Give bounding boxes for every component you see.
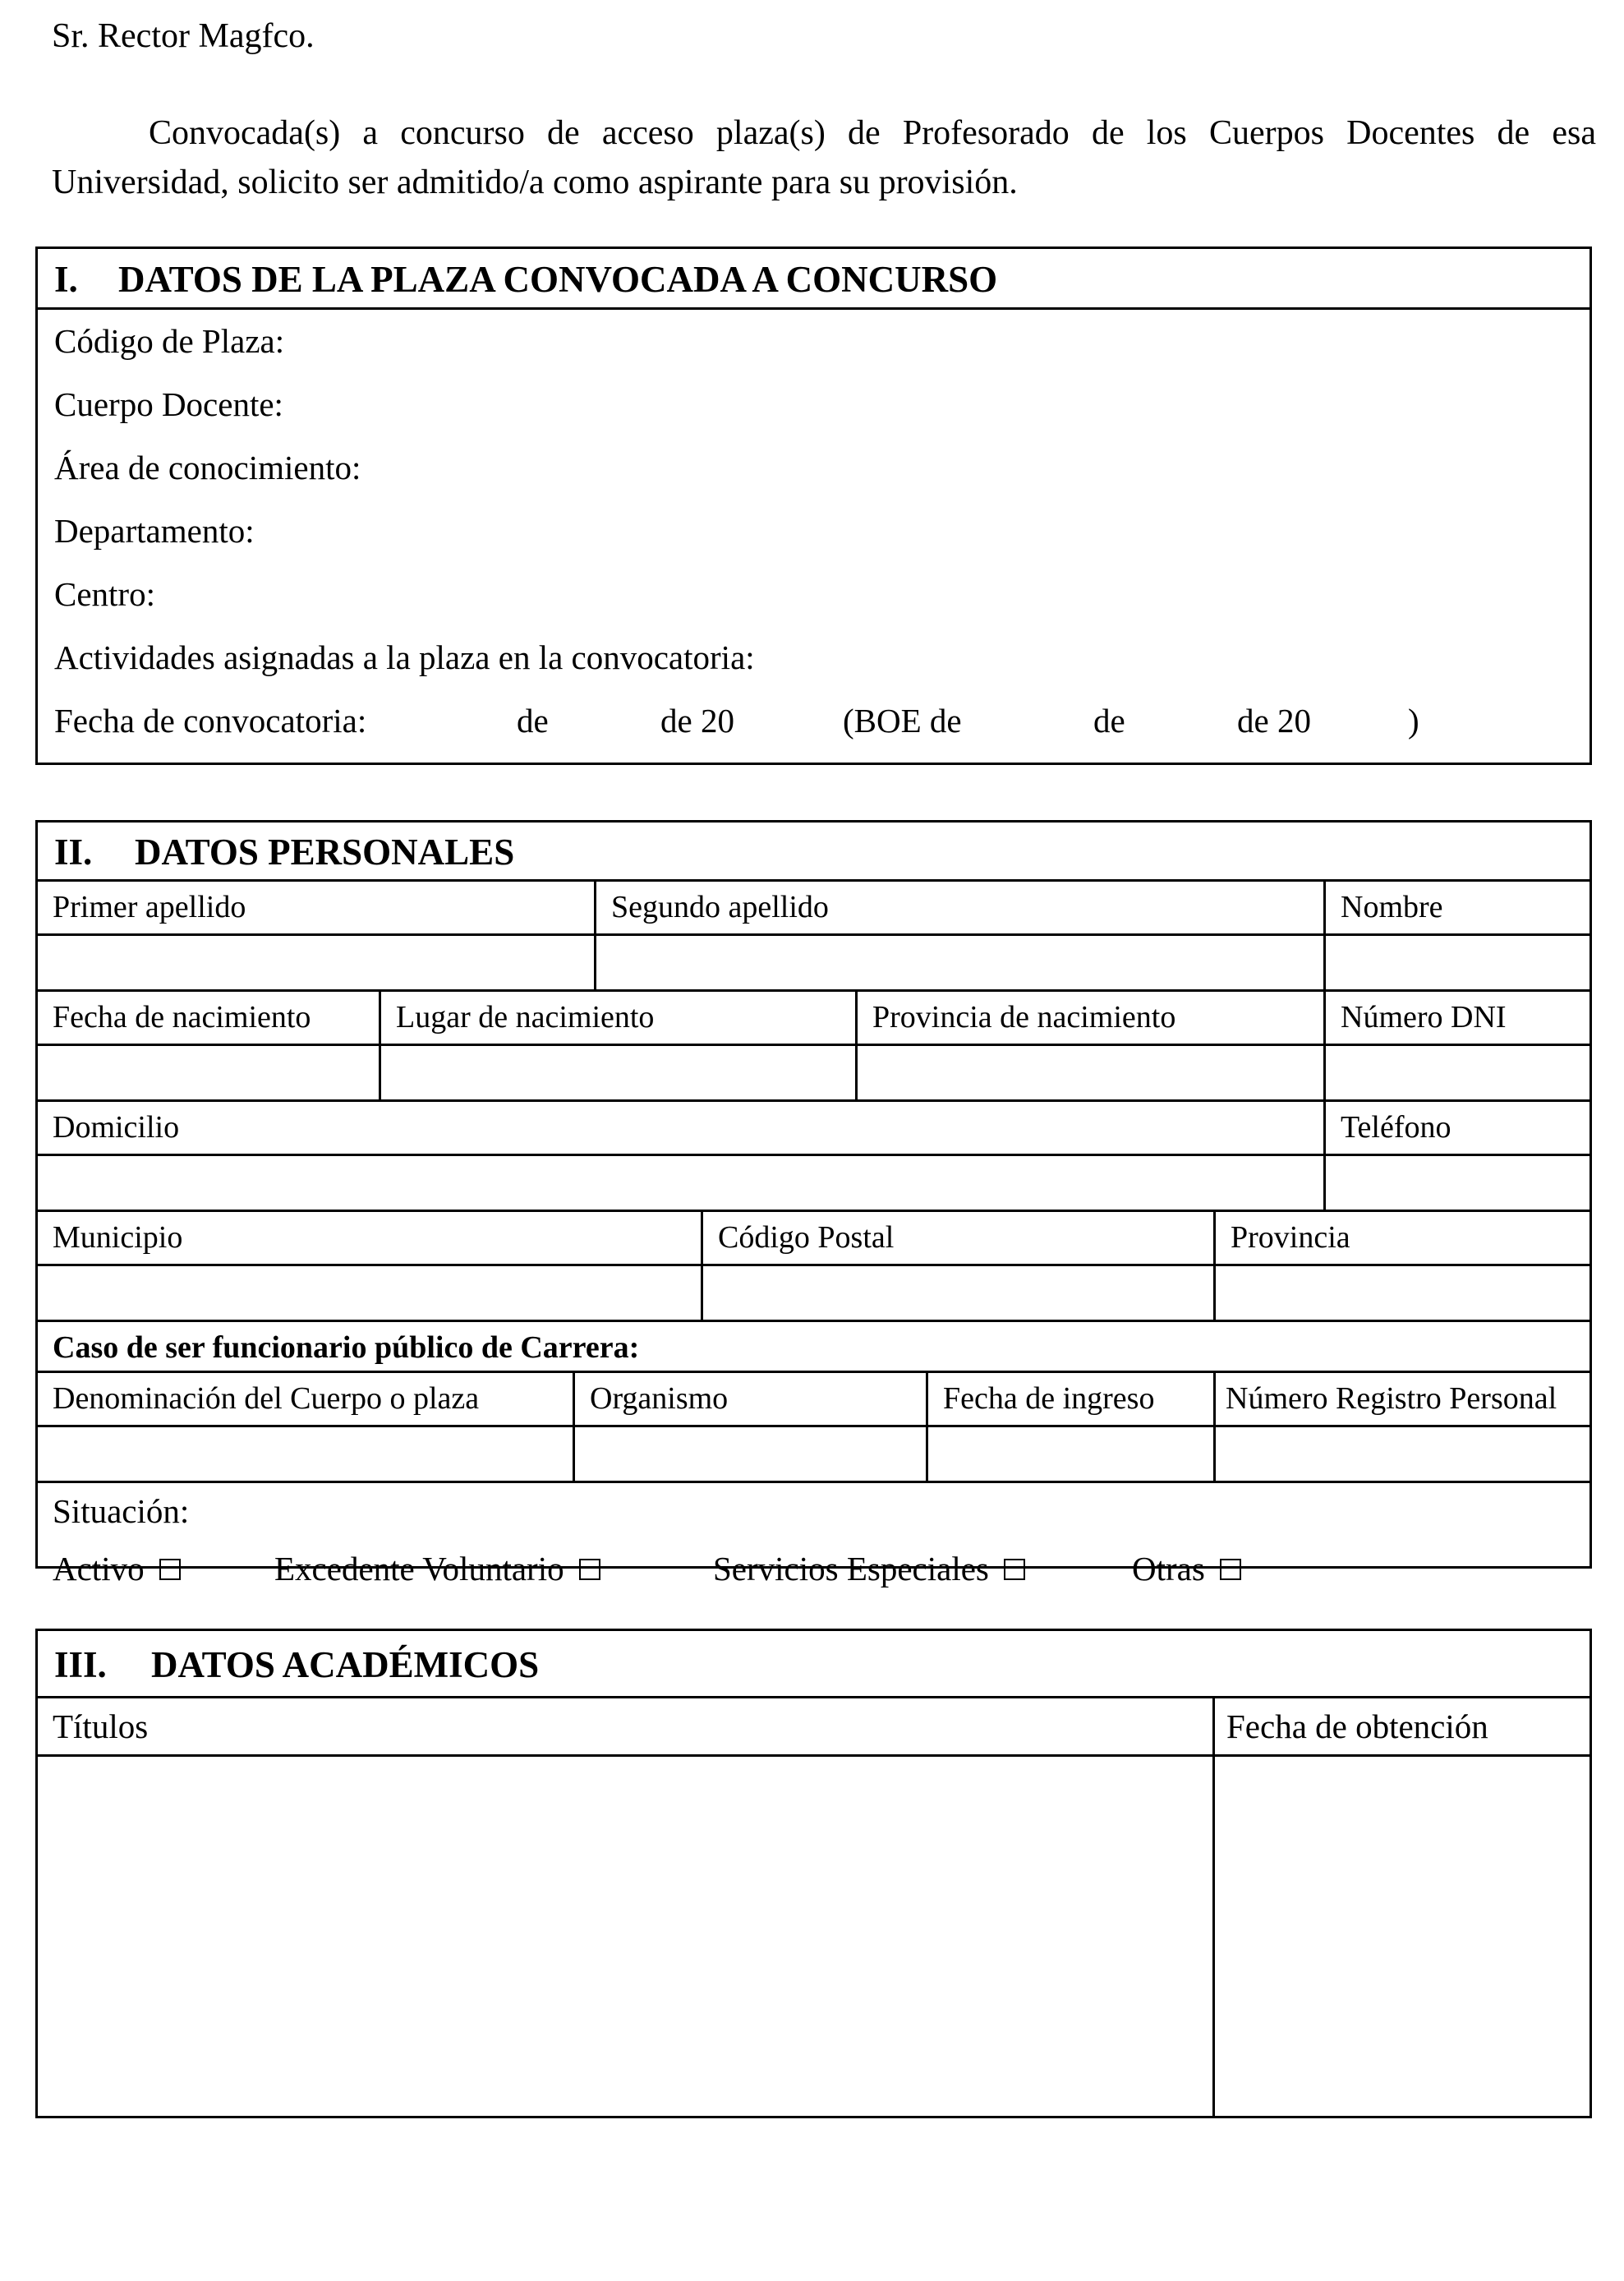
row-nacimiento-values xyxy=(38,1046,1589,1102)
label-fecha-ingreso: Fecha de ingreso xyxy=(928,1373,1216,1425)
label-primer-apellido: Primer apellido xyxy=(38,882,596,933)
field-actividades[interactable]: Actividades asignadas a la plaza en la convocatoria: xyxy=(54,638,755,676)
input-lugar-nacimiento[interactable] xyxy=(381,1046,858,1099)
row-funcionario-labels xyxy=(38,1373,1589,1427)
input-organismo[interactable] xyxy=(575,1427,928,1481)
label-titulos: Títulos xyxy=(38,1698,1215,1754)
label-numero-dni: Número DNI xyxy=(1341,1000,1507,1035)
fecha-de-20-b: de 20 xyxy=(1237,702,1311,740)
input-telefono[interactable] xyxy=(1326,1156,1589,1210)
label-fecha-nacimiento: Fecha de nacimiento xyxy=(38,992,381,1044)
option-servicios-label: Servicios Especiales xyxy=(713,1550,989,1587)
input-fecha-obtencion[interactable] xyxy=(1215,1757,1589,2118)
section-title-text: DATOS DE LA PLAZA CONVOCADA A CONCURSO xyxy=(118,259,998,300)
section-plaza xyxy=(35,247,1592,765)
row-nombres-labels xyxy=(38,882,1589,936)
row-domicilio-labels xyxy=(38,1102,1589,1156)
fecha-de-2: de xyxy=(1093,702,1125,740)
field-cuerpo-docente[interactable]: Cuerpo Docente: xyxy=(54,385,283,423)
label-telefono: Teléfono xyxy=(1341,1110,1451,1145)
input-fecha-ingreso[interactable] xyxy=(928,1427,1216,1481)
funcionario-heading: Caso de ser funcionario público de Carrera: xyxy=(38,1322,1589,1373)
label-numero-registro: Número Registro Personal xyxy=(1226,1381,1557,1416)
label-denominacion-cuerpo: Denominación del Cuerpo o plaza xyxy=(38,1373,575,1425)
input-denominacion-cuerpo[interactable] xyxy=(38,1427,575,1481)
section-academicos xyxy=(35,1629,1592,2118)
fecha-close-paren: ) xyxy=(1408,702,1419,740)
option-servicios-especiales[interactable] xyxy=(713,1549,1025,1588)
input-segundo-apellido[interactable] xyxy=(596,936,1326,989)
label-codigo-postal: Código Postal xyxy=(703,1212,1216,1264)
checkbox-activo[interactable] xyxy=(159,1559,181,1580)
label-organismo: Organismo xyxy=(575,1373,928,1425)
fecha-de-20-a: de 20 xyxy=(660,702,734,740)
field-codigo-plaza[interactable]: Código de Plaza: xyxy=(54,322,285,360)
row-academicos-labels xyxy=(38,1698,1589,1757)
label-fecha-obtencion: Fecha de obtención xyxy=(1226,1707,1488,1745)
option-excedente[interactable] xyxy=(274,1549,600,1588)
intro-paragraph: Convocada(s) a concurso de acceso plaza(s) de Profesorado de los Cuerpos Docentes de esa Universidad, solicito ser admitido/a como aspirante para su provisión. xyxy=(52,114,1596,201)
row-academicos-values xyxy=(38,1757,1589,2118)
option-excedente-label: Excedente Voluntario xyxy=(274,1550,564,1587)
label-municipio: Municipio xyxy=(38,1212,703,1264)
input-codigo-postal[interactable] xyxy=(703,1266,1216,1320)
option-otras[interactable] xyxy=(1132,1549,1241,1588)
label-provincia-nacimiento: Provincia de nacimiento xyxy=(858,992,1326,1044)
section-title-text: DATOS ACADÉMICOS xyxy=(151,1644,540,1685)
input-titulos[interactable] xyxy=(38,1757,1215,2118)
input-nombre[interactable] xyxy=(1326,936,1589,989)
section-academicos-title xyxy=(38,1631,1589,1698)
section-plaza-title xyxy=(38,249,1589,310)
input-municipio[interactable] xyxy=(38,1266,703,1320)
row-funcionario-values xyxy=(38,1427,1589,1483)
row-domicilio-values xyxy=(38,1156,1589,1212)
checkbox-otras[interactable] xyxy=(1220,1559,1241,1580)
label-lugar-nacimiento: Lugar de nacimiento xyxy=(381,992,858,1044)
field-centro[interactable]: Centro: xyxy=(54,575,155,613)
section-number: II. xyxy=(54,832,93,873)
field-fecha-convocatoria[interactable] xyxy=(38,689,1589,753)
input-fecha-nacimiento[interactable] xyxy=(38,1046,381,1099)
section-number: I. xyxy=(54,259,78,300)
label-provincia: Provincia xyxy=(1231,1220,1350,1255)
field-area-conocimiento[interactable]: Área de conocimiento: xyxy=(54,449,361,486)
section-personales-title xyxy=(38,823,1589,882)
fecha-de-1: de xyxy=(517,702,549,740)
option-activo[interactable] xyxy=(53,1549,181,1588)
input-primer-apellido[interactable] xyxy=(38,936,596,989)
section-number: III. xyxy=(54,1644,107,1685)
field-departamento[interactable]: Departamento: xyxy=(54,512,255,550)
fecha-boe: (BOE de xyxy=(843,702,962,740)
situacion-block xyxy=(38,1483,1589,1597)
input-domicilio[interactable] xyxy=(38,1156,1326,1210)
label-domicilio: Domicilio xyxy=(38,1102,1326,1154)
row-municipio-labels xyxy=(38,1212,1589,1266)
row-municipio-values xyxy=(38,1266,1589,1322)
label-segundo-apellido: Segundo apellido xyxy=(596,882,1326,933)
input-numero-dni[interactable] xyxy=(1326,1046,1589,1099)
row-nombres-values xyxy=(38,936,1589,992)
situacion-label: Situación: xyxy=(53,1492,190,1530)
section-title-text: DATOS PERSONALES xyxy=(135,832,515,873)
input-provincia[interactable] xyxy=(1216,1266,1589,1320)
option-activo-label: Activo xyxy=(53,1550,145,1587)
fecha-convocatoria-label: Fecha de convocatoria: xyxy=(54,702,367,740)
greeting: Sr. Rector Magfco. xyxy=(52,17,315,55)
checkbox-servicios-especiales[interactable] xyxy=(1004,1559,1025,1580)
option-otras-label: Otras xyxy=(1132,1550,1205,1587)
row-nacimiento-labels xyxy=(38,992,1589,1046)
section-personales xyxy=(35,820,1592,1587)
input-provincia-nacimiento[interactable] xyxy=(858,1046,1326,1099)
input-numero-registro[interactable] xyxy=(1216,1427,1589,1481)
checkbox-excedente[interactable] xyxy=(579,1559,600,1580)
label-nombre: Nombre xyxy=(1341,890,1443,924)
